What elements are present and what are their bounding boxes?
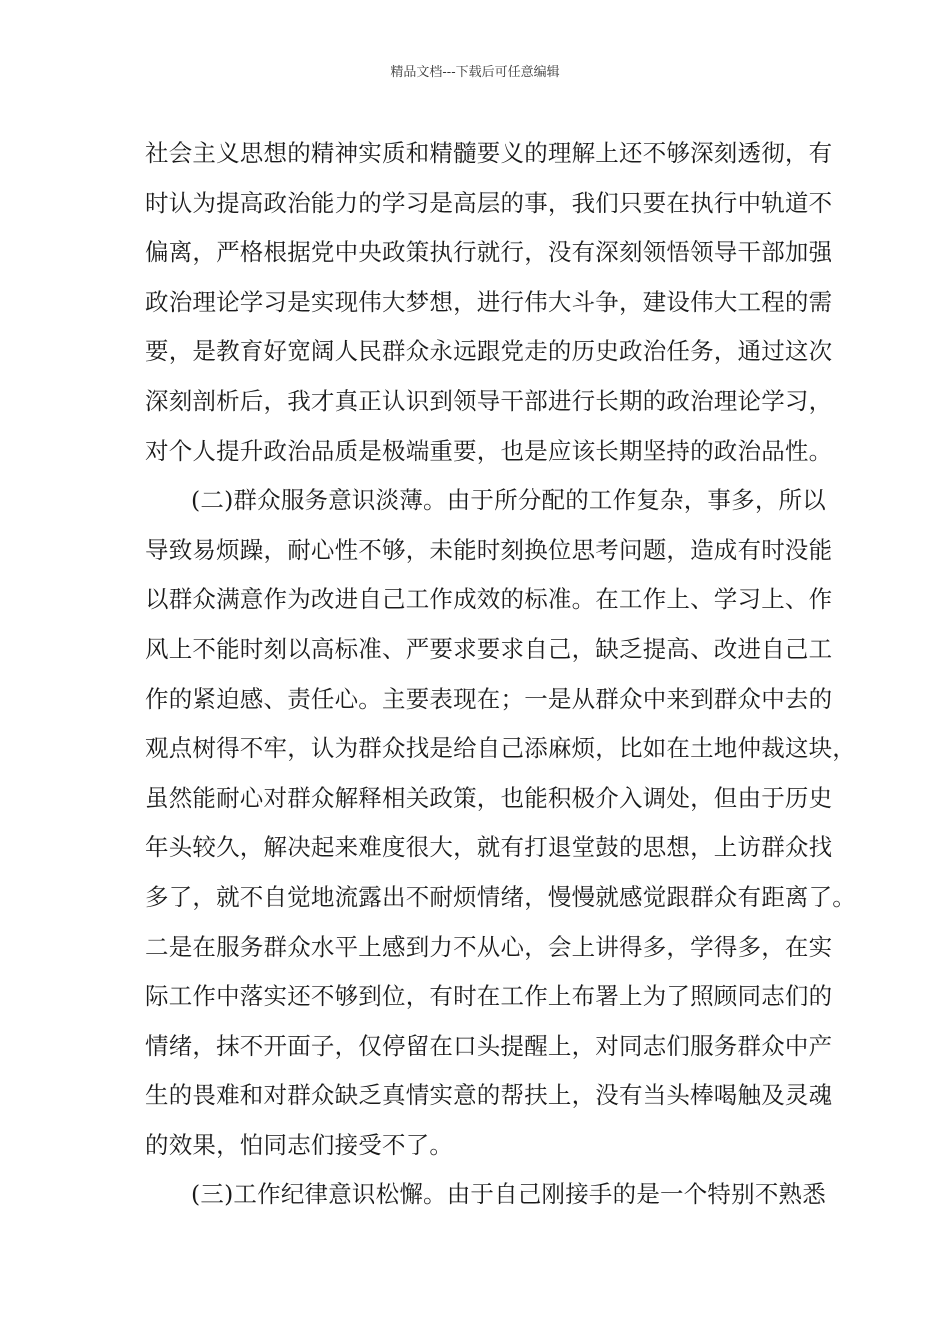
text-line: 风上不能时刻以高标准、严要求要求自己，缺乏提高、改进自己工 [145, 634, 833, 663]
text-line: 多了，就不自觉地流露出不耐烦情绪，慢慢就感觉跟群众有距离了。 [145, 882, 856, 911]
text-line: 对个人提升政治品质是极端重要，也是应该长期坚持的政治品性。 [145, 436, 833, 465]
document-body [145, 133, 856, 1224]
text-line: 的效果，怕同志们接受不了。 [145, 1130, 454, 1159]
text-line: 虽然能耐心对群众解释相关政策，也能积极介入调处，但由于历史 [145, 783, 833, 812]
text-line: 时认为提高政治能力的学习是高层的事，我们只要在执行中轨道不 [145, 188, 833, 217]
text-line: 政治理论学习是实现伟大梦想，进行伟大斗争，建设伟大工程的需 [145, 287, 833, 316]
text-line: 以群众满意作为改进自己工作成效的标准。在工作上、学习上、作 [145, 585, 833, 614]
text-line: 情绪，抹不开面子，仅停留在口头提醒上，对同志们服务群众中产 [145, 1031, 833, 1060]
text-line: 社会主义思想的精神实质和精髓要义的理解上还不够深刻透彻，有 [145, 139, 833, 167]
text-line: 深刻剖析后，我才真正认识到领导干部进行长期的政治理论学习， [145, 386, 833, 415]
text-line: 导致易烦躁，耐心性不够，未能时刻换位思考问题，造成有时没能 [145, 535, 833, 564]
page-header: 精品文档---下载后可任意编辑 [390, 65, 560, 80]
text-line: 偏离，严格根据党中央政策执行就行，没有深刻领悟领导干部加强 [145, 238, 833, 267]
text-line: 际工作中落实还不够到位，有时在工作上布署上为了照顾同志们的 [145, 982, 833, 1011]
text-line: 作的紧迫感、责任心。主要表现在；一是从群众中来到群众中去的 [145, 684, 833, 713]
text-line: 生的畏难和对群众缺乏真情实意的帮扶上，没有当头棒喝触及灵魂 [145, 1081, 833, 1110]
text-line: 观点树得不牢，认为群众找是给自己添麻烦，比如在土地仲裁这块， [145, 734, 856, 763]
text-line: 二是在服务群众水平上感到力不从心，会上讲得多，学得多，在实 [145, 932, 833, 961]
section-heading-line: (三)工作纪律意识松懈。由于自己刚接手的是一个特别不熟悉 [191, 1180, 826, 1209]
text-line: 要，是教育好宽阔人民群众永远跟党走的历史政治任务，通过这次 [145, 337, 833, 366]
text-line: 年头较久，解决起来难度很大，就有打退堂鼓的思想，上访群众找 [145, 833, 833, 862]
section-heading-line: (二)群众服务意识淡薄。由于所分配的工作复杂，事多，所以 [191, 486, 826, 515]
